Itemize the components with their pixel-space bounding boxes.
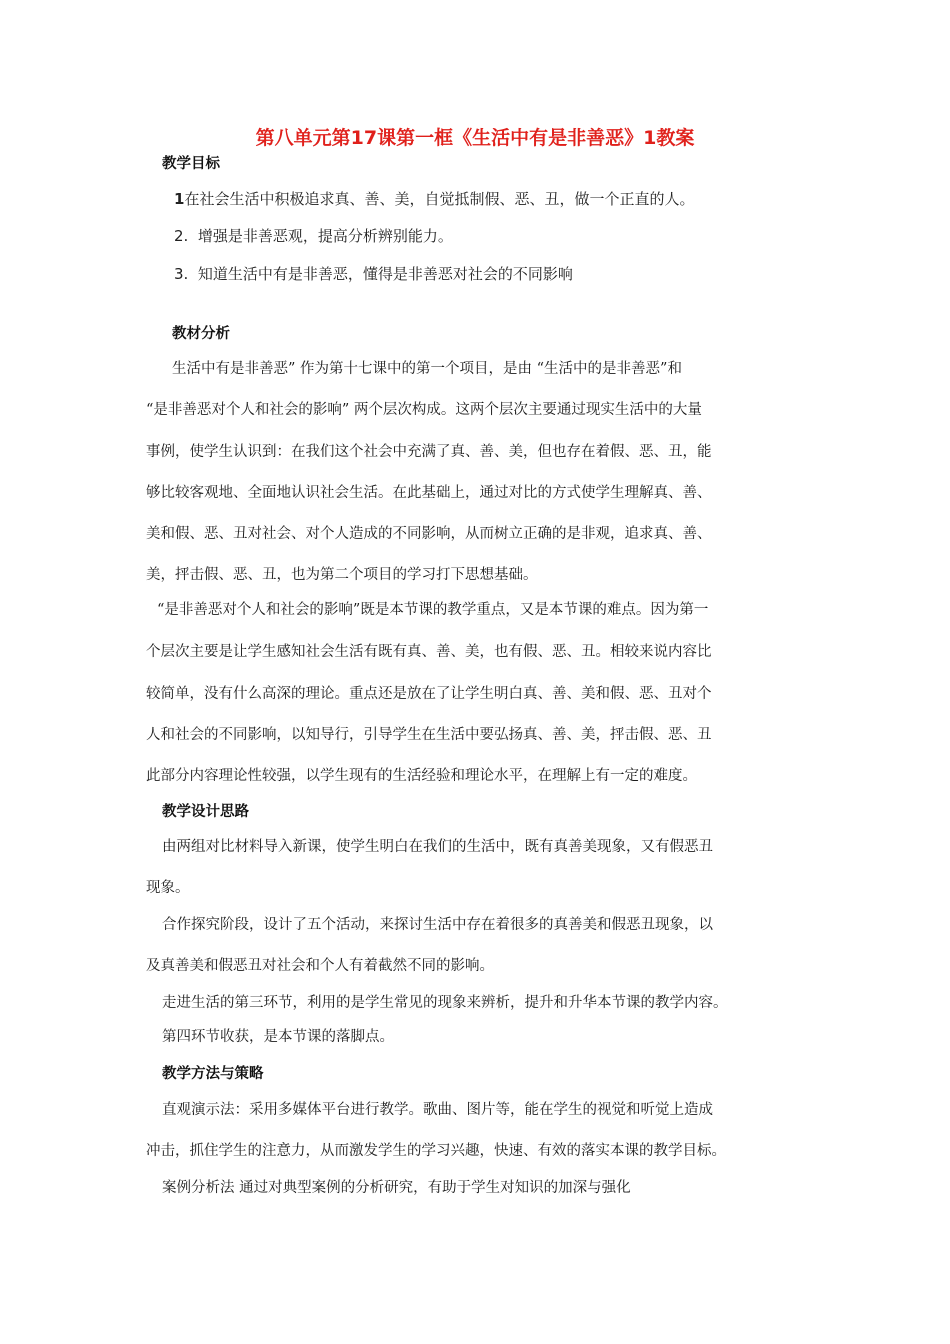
analysis-line: 美和假、恶、丑对社会、对个人造成的不同影响，从而树立正确的是非观，追求真、善、 bbox=[146, 526, 712, 542]
analysis-line: “是非善恶对个人和社会的影响”既是本节课的教学重点，又是本节课的难点。因为第一 bbox=[157, 602, 709, 618]
goal-item-2 bbox=[174, 225, 453, 246]
goal-text: 在社会生活中积极追求真、善、美，自觉抵制假、恶、丑，做一个正直的人。 bbox=[184, 190, 695, 208]
analysis-line: 够比较客观地、全面地认识社会生活。在此基础上，通过对比的方式使学生理解真、善、 bbox=[146, 485, 712, 501]
analysis-heading: 教材分析 bbox=[172, 326, 230, 342]
methods-line: 案例分析法 通过对典型案例的分析研究，有助于学生对知识的加深与强化 bbox=[162, 1180, 631, 1196]
analysis-line: 事例，使学生认识到：在我们这个社会中充满了真、善、美，但也存在着假、恶、丑，能 bbox=[146, 444, 712, 460]
goals-heading: 教学目标 bbox=[162, 156, 220, 172]
goal-number: 1 bbox=[174, 190, 185, 208]
document-title: 第八单元第17课第一框《生活中有是非善恶》1教案 bbox=[255, 127, 695, 149]
methods-heading: 教学方法与策略 bbox=[162, 1066, 264, 1082]
goal-item-3 bbox=[174, 263, 573, 284]
analysis-line: 个层次主要是让学生感知社会生活有既有真、善、美，也有假、恶、丑。相较来说内容比 bbox=[146, 644, 712, 660]
analysis-line: 生活中有是非善恶” 作为第十七课中的第一个项目，是由 “生活中的是非善恶”和 bbox=[172, 361, 682, 377]
design-line: 现象。 bbox=[146, 880, 190, 896]
analysis-line: 较简单，没有什么高深的理论。重点还是放在了让学生明白真、善、美和假、恶、丑对个 bbox=[146, 686, 712, 702]
design-line: 合作探究阶段，设计了五个活动，来探讨生活中存在着很多的真善美和假恶丑现象，以 bbox=[162, 917, 713, 933]
analysis-line: “是非善恶对个人和社会的影响” 两个层次构成。这两个层次主要通过现实生活中的大量 bbox=[146, 402, 702, 418]
methods-line: 直观演示法：采用多媒体平台进行教学。歌曲、图片等，能在学生的视觉和听觉上造成 bbox=[162, 1102, 713, 1118]
design-line: 由两组对比材料导入新课，使学生明白在我们的生活中，既有真善美现象，又有假恶丑 bbox=[162, 839, 713, 855]
design-line: 走进生活的第三环节，利用的是学生常见的现象来辨析，提升和升华本节课的教学内容。 bbox=[162, 995, 728, 1011]
goal-text: 知道生活中有是非善恶，懂得是非善恶对社会的不同影响 bbox=[197, 265, 573, 283]
goal-number: 3. bbox=[174, 265, 189, 283]
goal-item-1 bbox=[174, 188, 694, 209]
design-line: 及真善美和假恶丑对社会和个人有着截然不同的影响。 bbox=[146, 958, 494, 974]
methods-line: 冲击，抓住学生的注意力，从而激发学生的学习兴趣，快速、有效的落实本课的教学目标。 bbox=[146, 1143, 726, 1159]
goal-text: 增强是非善恶观，提高分析辨别能力。 bbox=[197, 227, 453, 245]
analysis-line: 人和社会的不同影响，以知导行，引导学生在生活中要弘扬真、善、美，抨击假、恶、丑 bbox=[146, 727, 712, 743]
analysis-line: 美，抨击假、恶、丑，也为第二个项目的学习打下思想基础。 bbox=[146, 567, 538, 583]
analysis-line: 此部分内容理论性较强，以学生现有的生活经验和理论水平，在理解上有一定的难度。 bbox=[146, 768, 697, 784]
design-line: 第四环节收获，是本节课的落脚点。 bbox=[162, 1029, 394, 1045]
goal-number: 2. bbox=[174, 227, 189, 245]
design-heading: 教学设计思路 bbox=[162, 804, 249, 820]
